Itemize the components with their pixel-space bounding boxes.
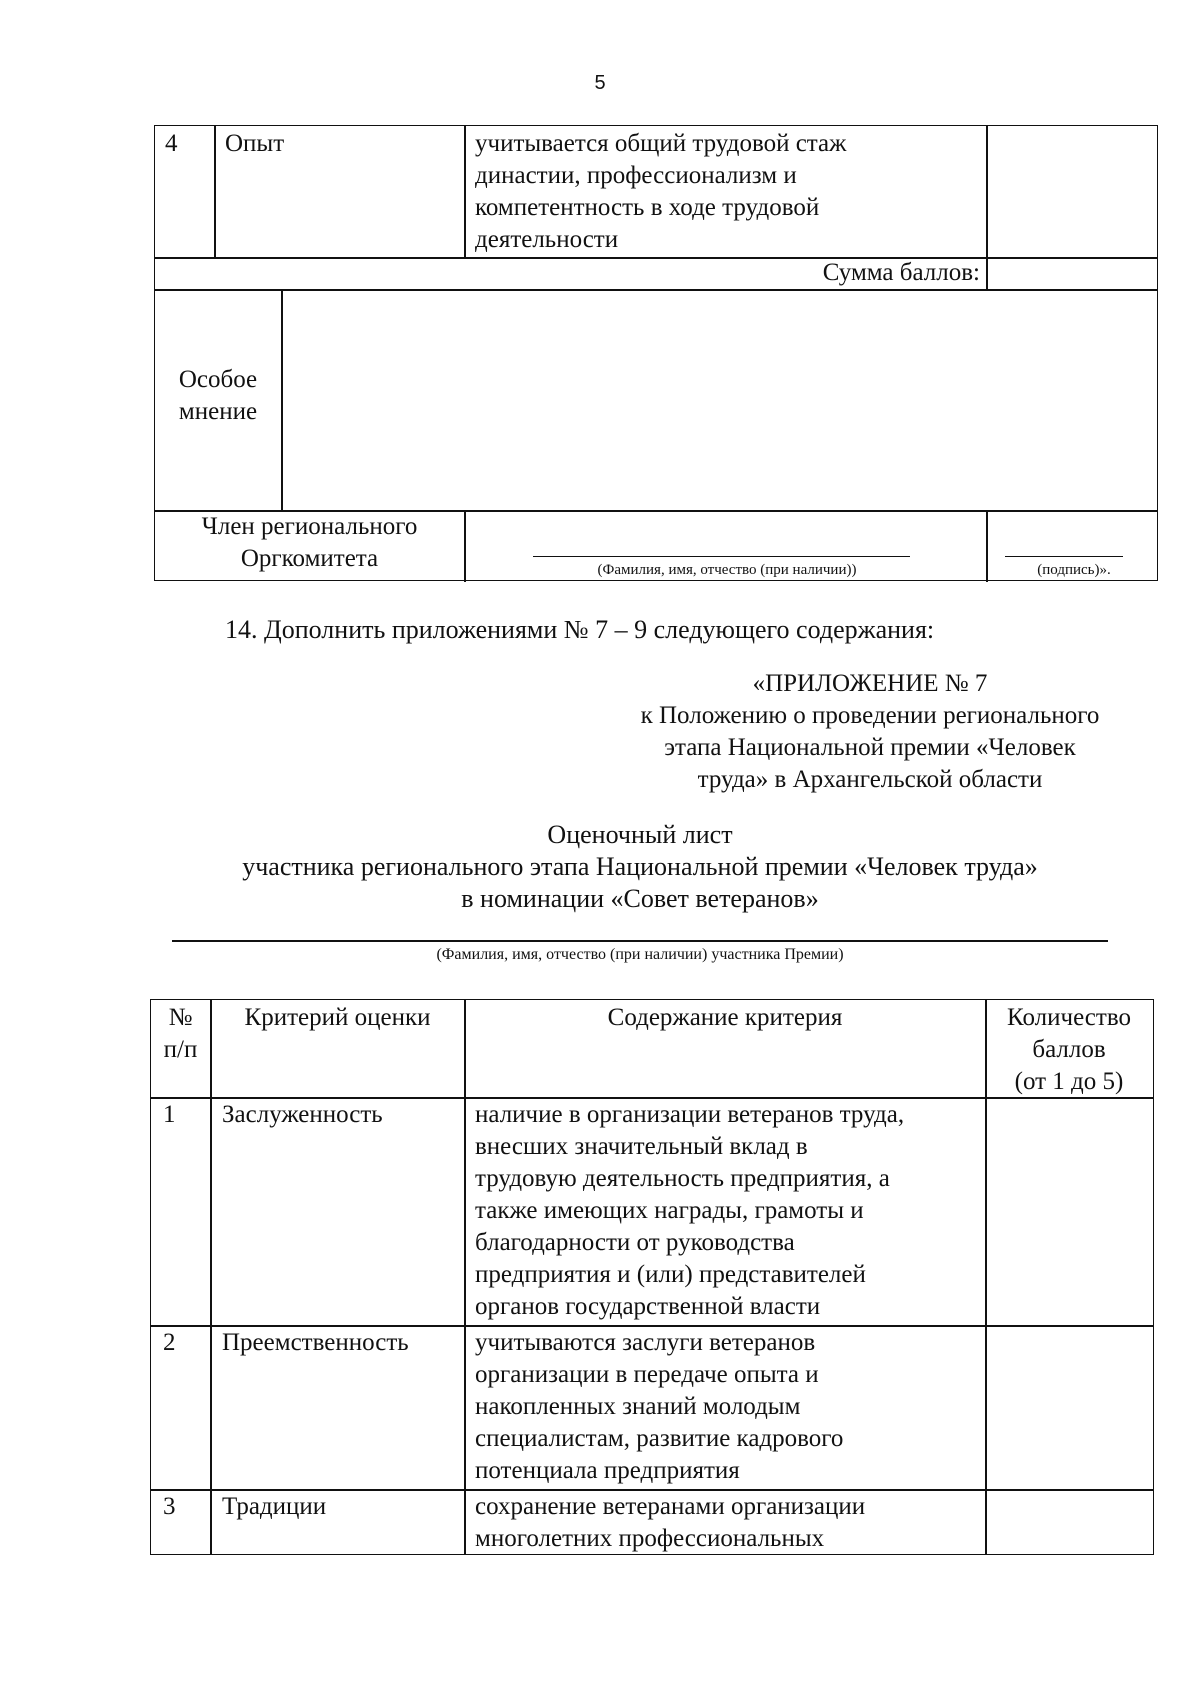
fio-signature-line bbox=[533, 556, 910, 557]
column-divider bbox=[214, 126, 216, 257]
title-line: в номинации «Совет ветеранов» bbox=[461, 884, 819, 913]
row-divider bbox=[155, 289, 1157, 291]
content-line: многолетних профессиональных bbox=[475, 1525, 825, 1552]
column-divider bbox=[464, 1000, 466, 1554]
content-line: органов государственной власти bbox=[475, 1293, 821, 1320]
appendix-line: этапа Национальной премии «Человек bbox=[664, 734, 1076, 761]
header-line: п/п bbox=[163, 1036, 198, 1063]
content-line: потенциала предприятия bbox=[475, 1457, 740, 1484]
page-number: 5 bbox=[594, 72, 606, 94]
previous-criteria-table bbox=[154, 125, 1158, 581]
sum-label: Сумма баллов: bbox=[822, 259, 980, 286]
content-line: династии, профессионализм и bbox=[475, 162, 797, 189]
appendix-line: «ПРИЛОЖЕНИЕ № 7 bbox=[752, 670, 988, 697]
title-line: участника регионального этапа Национальной премии «Человек труда» bbox=[242, 852, 1038, 881]
header-number bbox=[151, 1002, 210, 1066]
header-line: Количество bbox=[1007, 1004, 1131, 1031]
content-line: сохранение ветеранами организации bbox=[475, 1493, 866, 1520]
special-opinion-label bbox=[155, 364, 281, 428]
header-line: баллов bbox=[1032, 1036, 1106, 1063]
criterion-name: Опыт bbox=[225, 130, 285, 157]
item-14-text: 14. Дополнить приложениями № 7 – 9 следующего содержания: bbox=[225, 615, 935, 644]
committee-member-label bbox=[155, 511, 464, 575]
sign-caption: (подпись)». bbox=[1037, 562, 1111, 578]
row-number: 1 bbox=[163, 1101, 176, 1128]
title-line: Оценочный лист bbox=[547, 820, 733, 849]
criterion-content bbox=[475, 1327, 980, 1487]
content-line: внесших значительный вклад в bbox=[475, 1133, 808, 1160]
content-line: компетентность в ходе трудовой bbox=[475, 194, 820, 221]
header-score bbox=[986, 1002, 1152, 1098]
column-divider bbox=[986, 126, 988, 289]
criterion-content bbox=[475, 1491, 980, 1555]
evaluation-table bbox=[150, 999, 1154, 1555]
criterion-name: Традиции bbox=[222, 1493, 327, 1520]
sign-line bbox=[1005, 556, 1123, 557]
row-number: 4 bbox=[165, 130, 178, 157]
column-divider bbox=[281, 289, 283, 510]
criterion-content bbox=[475, 128, 980, 256]
content-line: наличие в организации ветеранов труда, bbox=[475, 1101, 905, 1128]
column-divider bbox=[464, 126, 466, 257]
appendix-line: труда» в Архангельской области bbox=[697, 766, 1043, 793]
criterion-name: Заслуженность bbox=[222, 1101, 383, 1128]
content-line: организации в передаче опыта и bbox=[475, 1361, 819, 1388]
header-line: № bbox=[168, 1004, 193, 1031]
content-line: также имеющих награды, грамоты и bbox=[475, 1197, 864, 1224]
content-line: деятельности bbox=[475, 226, 619, 253]
content-line: благодарности от руководства bbox=[475, 1229, 795, 1256]
row-number: 3 bbox=[163, 1493, 176, 1520]
member-line: Оргкомитета bbox=[240, 545, 379, 572]
content-line: специалистам, развитие кадрового bbox=[475, 1425, 844, 1452]
content-line: трудовую деятельность предприятия, а bbox=[475, 1165, 890, 1192]
column-divider bbox=[464, 510, 466, 582]
column-divider bbox=[210, 1000, 212, 1554]
content-line: накопленных знаний молодым bbox=[475, 1393, 801, 1420]
content-line: предприятия и (или) представителей bbox=[475, 1261, 866, 1288]
participant-caption: (Фамилия, имя, отчество (при наличии) участника Премии) bbox=[436, 946, 844, 963]
content-line: учитывается общий трудовой стаж bbox=[475, 130, 847, 157]
fio-caption: (Фамилия, имя, отчество (при наличии)) bbox=[597, 562, 857, 578]
header-content: Содержание критерия bbox=[607, 1004, 843, 1031]
opinion-line: мнение bbox=[178, 398, 258, 425]
member-line: Член регионального bbox=[201, 513, 418, 540]
header-criterion: Критерий оценки bbox=[244, 1004, 431, 1031]
criterion-content bbox=[475, 1099, 980, 1323]
row-number: 2 bbox=[163, 1329, 176, 1356]
opinion-line: Особое bbox=[178, 366, 258, 393]
content-line: учитываются заслуги ветеранов bbox=[475, 1329, 816, 1356]
criterion-name: Преемственность bbox=[222, 1329, 409, 1356]
document-title bbox=[100, 819, 1180, 915]
participant-name-line bbox=[172, 940, 1108, 942]
appendix-line: к Положению о проведении регионального bbox=[640, 702, 1100, 729]
header-line: (от 1 до 5) bbox=[1014, 1068, 1124, 1095]
appendix-header bbox=[620, 668, 1120, 796]
